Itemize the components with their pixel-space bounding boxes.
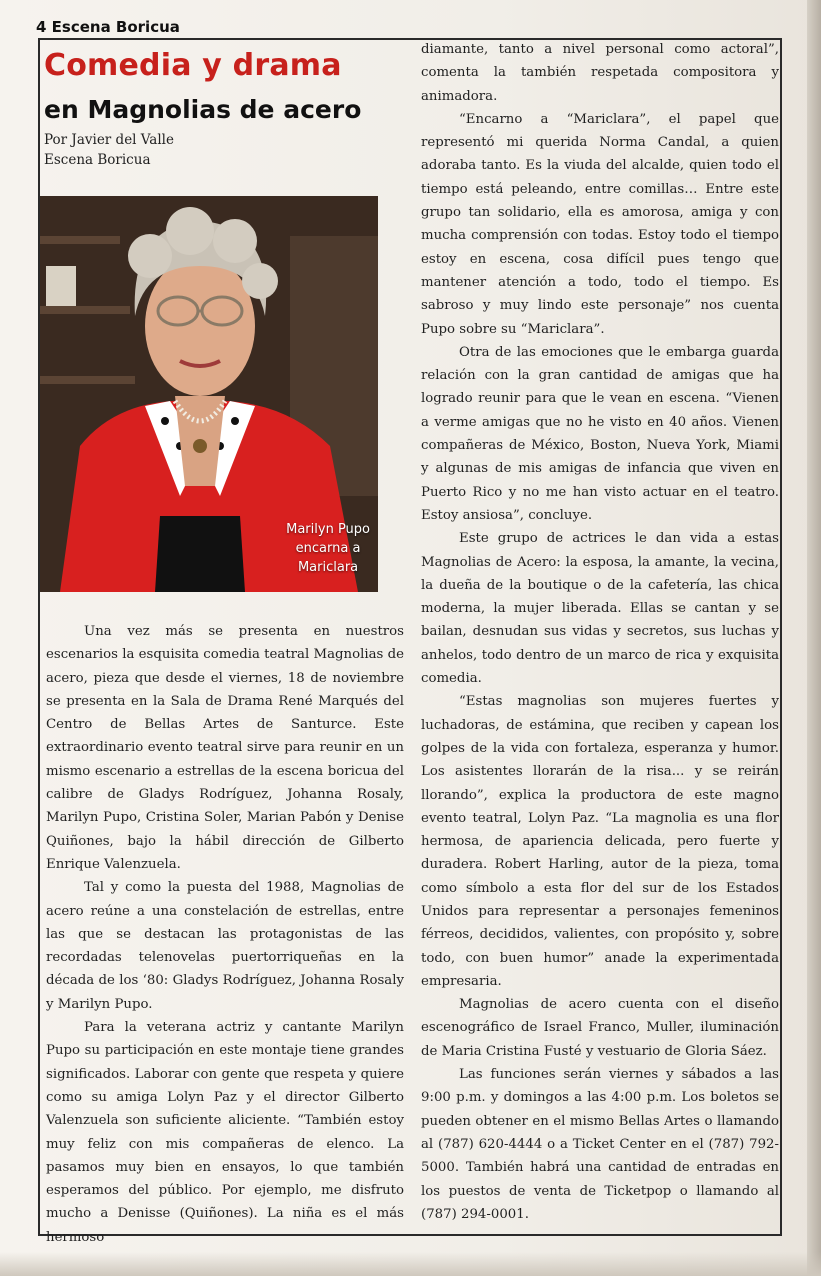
caption-line-1: Marilyn Pupo [286, 522, 370, 537]
article-photo [40, 196, 378, 592]
photo-caption [286, 520, 370, 577]
paragraph: Para la veterana actriz y cantante Marilyn Pupo su participación en este montaje tiene grandes significados. Laborar con gente que respeta y quiere como su amiga Lolyn Paz y el director Gilberto Valenzuela son suficiente aliciente. “También estoy muy feliz con mis compañeras de elenco. La pasamos muy bien en ensayos, lo que también esperamos del público. Por ejemplo, me disfruto mucho a Denisse (Quiñones). La niña es el más hermoso [46, 1020, 404, 1245]
article-subtitle: en Magnolias de acero [44, 95, 362, 124]
article-left-column [46, 620, 404, 1249]
running-head: 4 Escena Boricua [36, 18, 180, 36]
paragraph: “Estas magnolias son mujeres fuertes y luchadoras, de estámina, que reciben y capean los golpes de la vida con fortaleza, esperanza y humor. Los asistentes llorarán de la risa... y se reirán llorando”, explica la productora de este magno evento teatral, Lolyn Paz. “La magnolia es una flor hermosa, de apariencia delicada, pero fuerte y duradera. Robert Harling, autor de la pieza, toma como símbolo a esta flor del sur de los Estados Unidos para representar a personajes femeninos férreos, decididos, valientes, con propósito y, sobre todo, con buen humor” anade la experimentada empresaria. [421, 694, 779, 989]
article-title: Comedia y drama [44, 48, 342, 83]
article-right-column [421, 38, 779, 1226]
byline-outlet: Escena Boricua [44, 152, 151, 168]
byline [44, 130, 174, 170]
paragraph: “Encarno a “Mariclara”, el papel que representó mi querida Norma Candal, a quien adoraba tanto. Es la viuda del alcalde, quien todo el tiempo está peleando, entre comillas… Entre este grupo tan solidario, ella es amorosa, amiga y con mucha comprensión con todas. Estoy todo el tiempo estoy en escena, cosa difícil pues tengo que mantener atención a todo, todo el tiempo. Es sabroso y muy lindo este personaje” nos cuenta Pupo sobre su “Mariclara”. [421, 111, 779, 337]
paragraph: Otra de las emociones que le embarga guarda relación con la gran cantidad de amigas que ha logrado reunir para que le vean en escena. “Vienen a verme amigas que no he visto en 40 años. Vienen compañeras de México, Boston, Nueva York, Miami y algunas de mis amigas de infancia que viven en Puerto Rico y no me han visto actuar en el teatro. Estoy ansiosa”, concluye. [421, 344, 779, 523]
byline-author: Por Javier del Valle [44, 132, 174, 148]
paragraph: Magnolias de acero cuenta con el diseño escenográfico de Israel Franco, Muller, iluminación de Maria Cristina Fusté y vestuario de Gloria Sáez. [421, 997, 779, 1059]
paragraph: Tal y como la puesta del 1988, Magnolias de acero reúne a una constelación de estrellas, entre las que se destacan las protagonistas de las recordadas telenovelas puertorriqueñas en la década de los ‘80: Gladys Rodríguez, Johanna Rosaly y Marilyn Pupo. [46, 880, 404, 1012]
caption-line-2: encarna a [295, 541, 361, 556]
paragraph: diamante, tanto a nivel personal como actoral”, comenta la también respetada compositora y animadora. [421, 42, 779, 104]
caption-line-3: Mariclara [297, 560, 359, 575]
paragraph: Este grupo de actrices le dan vida a estas Magnolias de Acero: la esposa, la amante, la vecina, la dueña de la boutique o de la cafetería, las chica moderna, la mujer liberada. Ellas se cantan y se bailan, desnudan sus vidas y secretos, sus luchas y anhelos, todo dentro de un marco de rica y exquisita comedia. [421, 531, 779, 687]
page-edge-bottom [0, 1252, 821, 1276]
paragraph: Las funciones serán viernes y sábados a las 9:00 p.m. y domingos a las 4:00 p.m. Los boletos se pueden obtener en el mismo Bellas Artes o llamando al (787) 620-4444 o a Ticket Center en el (787) 792-5000. También habrá una cantidad de entradas en los puestos de venta de Ticketpop o llamando al (787) 294-0001. [421, 1067, 779, 1222]
page-edge-right [807, 0, 821, 1276]
paragraph: Una vez más se presenta en nuestros escenarios la esquisita comedia teatral Magnolias de acero, pieza que desde el viernes, 18 de noviembre se presenta en la Sala de Drama René Marqués del Centro de Bellas Artes de Santurce. Este extraordinario evento teatral sirve para reunir en un mismo escenario a estrellas de la escena boricua del calibre de Gladys Rodríguez, Johanna Rosaly, Marilyn Pupo, Cristina Soler, Marian Pabón y Denise Quiñones, bajo la hábil dirección de Gilberto Enrique Valenzuela. [46, 624, 404, 872]
